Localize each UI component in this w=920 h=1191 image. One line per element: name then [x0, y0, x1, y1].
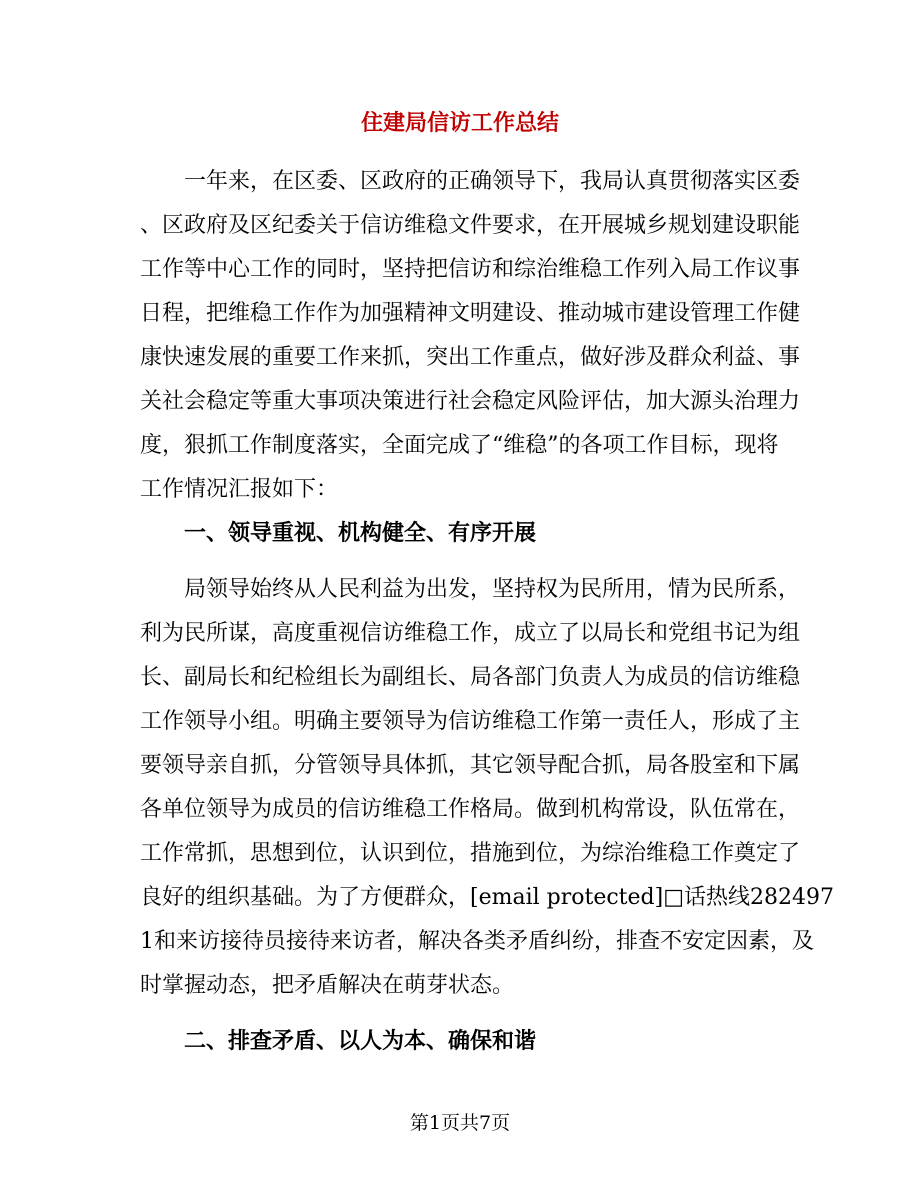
- document-title: 住建局信访工作总结: [360, 111, 559, 136]
- paragraph-line: 度，狠抓工作制度落实，全面完成了“维稳”的各项工作目标，现将: [140, 433, 779, 458]
- paragraph-line: 局领导始终从人民利益为出发，坚持权为民所用，情为民所系，: [184, 577, 801, 602]
- paragraph-line: 利为民所谋，高度重视信访维稳工作，成立了以局长和党组书记为组: [140, 621, 801, 646]
- paragraph-line: 关社会稳定等重大事项决策进行社会稳定风险评估，加大源头治理力: [140, 389, 801, 414]
- paragraph-line: 、区政府及区纪委关于信访维稳文件要求，在开展城乡规划建设职能: [140, 213, 801, 238]
- page-number: 第1页共7页: [409, 1112, 511, 1134]
- section-heading: 二、排查矛盾、以人为本、确保和谐: [184, 1029, 537, 1054]
- paragraph-line: 1和来访接待员接待来访者，解决各类矛盾纠纷，排查不安定因素，及: [140, 929, 814, 954]
- paragraph-line: 长、副局长和纪检组长为副组长、局各部门负责人为成员的信访维稳: [140, 665, 801, 690]
- paragraph-line: 良好的组织基础。为了方便群众，[email protected]□话热线282497: [140, 885, 834, 910]
- section-heading: 一、领导重视、机构健全、有序开展: [184, 521, 537, 546]
- paragraph-line: 要领导亲自抓，分管领导具体抓，其它领导配合抓，局各股室和下属: [140, 753, 801, 778]
- paragraph-line: 工作领导小组。明确主要领导为信访维稳工作第一责任人，形成了主: [140, 709, 801, 734]
- paragraph-line: 康快速发展的重要工作来抓，突出工作重点，做好涉及群众利益、事: [140, 345, 801, 370]
- paragraph-line: 时掌握动态，把矛盾解决在萌芽状态。: [140, 973, 515, 998]
- paragraph-line: 工作常抓，思想到位，认识到位，措施到位，为综治维稳工作奠定了: [140, 841, 801, 866]
- paragraph-line: 日程，把维稳工作作为加强精神文明建设、推动城市建设管理工作健: [140, 301, 801, 326]
- paragraph-line: 工作情况汇报如下：: [140, 477, 339, 502]
- paragraph-line: 各单位领导为成员的信访维稳工作格局。做到机构常设，队伍常在，: [140, 797, 801, 822]
- paragraph-line: 一年来，在区委、区政府的正确领导下，我局认真贯彻落实区委: [184, 169, 801, 194]
- paragraph-line: 工作等中心工作的同时，坚持把信访和综治维稳工作列入局工作议事: [140, 257, 801, 282]
